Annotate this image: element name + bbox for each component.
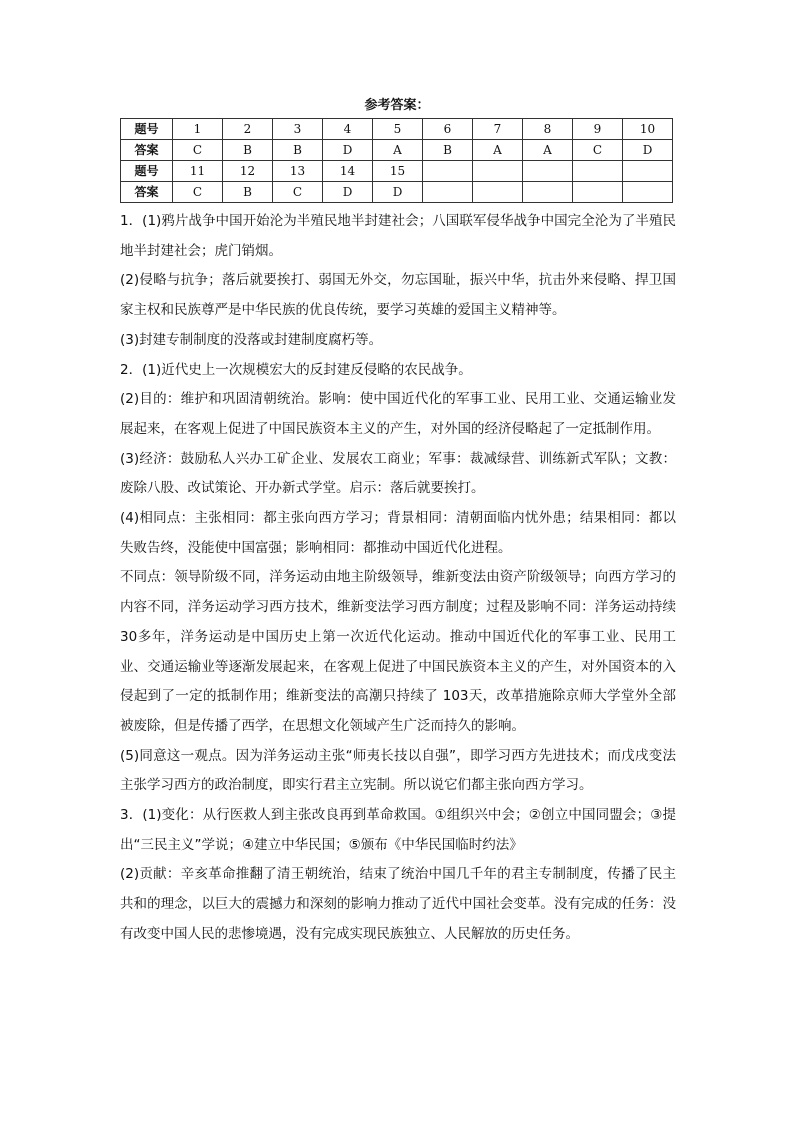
table-cell: [473, 161, 523, 182]
table-cell: A: [523, 140, 573, 161]
table-cell: 14: [323, 161, 373, 182]
table-cell: 6: [423, 119, 473, 140]
table-cell: [523, 182, 573, 203]
table-cell: 10: [623, 119, 673, 140]
table-cell: 12: [223, 161, 273, 182]
table-cell: 5: [373, 119, 423, 140]
table-cell: [623, 161, 673, 182]
table-cell: 13: [273, 161, 323, 182]
table-cell: B: [223, 140, 273, 161]
answer-key-title: 参考答案：: [364, 98, 430, 113]
answer-paragraph: (2)侵略与抗争；落后就要挨打、弱国无外交，勿忘国耻，振兴中华，抗击外来侵略、捍卫国家主权和民族尊严是中华民族的优良传统，要学习英雄的爱国主义精神等。: [120, 272, 676, 319]
table-cell: 2: [223, 119, 273, 140]
table-cell: A: [473, 140, 523, 161]
answer-explanations: [120, 207, 676, 950]
row-header-cell: 答案: [121, 182, 173, 203]
table-cell: C: [273, 182, 323, 203]
table-cell: [473, 182, 523, 203]
table-row: [121, 182, 673, 203]
table-cell: [423, 161, 473, 182]
answer-paragraph: 3．(1)变化：从行医救人到主张改良再到革命救国。①组织兴中会；②创立中国同盟会；③提出“三民主义”学说；④建立中华民国；⑤颁布《中华民国临时约法》: [120, 807, 676, 853]
table-row: [121, 161, 673, 182]
answer-paragraph: 1．(1)鸦片战争中国开始沦为半殖民地半封建社会；八国联军侵华战争中国完全沦为了半殖民地半封建社会；虎门销烟。: [120, 213, 676, 259]
table-cell: C: [173, 182, 223, 203]
table-cell: [573, 161, 623, 182]
table-cell: A: [373, 140, 423, 161]
table-cell: C: [573, 140, 623, 161]
answer-paragraph: (2)目的：维护和巩固清朝统治。影响：使中国近代化的军事工业、民用工业、交通运输业发展起来，在客观上促进了中国民族资本主义的产生，对外国的经济侵略起了一定抵制作用。: [120, 391, 676, 437]
table-cell: [573, 182, 623, 203]
table-cell: 15: [373, 161, 423, 182]
table-cell: 11: [173, 161, 223, 182]
table-cell: 3: [273, 119, 323, 140]
row-header-cell: 答案: [121, 140, 173, 161]
answer-paragraph: 不同点：领导阶级不同，洋务运动由地主阶级领导，维新变法由资产阶级领导；向西方学习的内容不同，洋务运动学习西方技术，维新变法学习西方制度；过程及影响不同：洋务运动持续 30多年，洋务运动是中国历史上第一次近代化运动。推动中国近代化的军事工业、民用工业、交通运输业等逐渐发展起来，在客观上促进了中国民族资本主义的产生，对外国资本的入侵起到了一定的抵制作用；维新变法的高潮只持续了 103天，改革措施除京师大学堂外全部被废除，但是传播了西学，在思想文化领域产生广泛而持久的影响。: [120, 569, 676, 734]
table-cell: D: [323, 140, 373, 161]
answer-paragraph: (5)同意这一观点。因为洋务运动主张“师夷长技以自强”，即学习西方先进技术；而戊戌变法主张学习西方的政治制度，即实行君主立宪制。所以说它们都主张向西方学习。: [120, 747, 676, 794]
answer-paragraph: (2)贡献：辛亥革命推翻了清王朝统治，结束了统治中国几千年的君主专制制度，传播了民主共和的理念，以巨大的震撼力和深刻的影响力推动了近代中国社会变革。没有完成的任务：没有改变中国人民的悲惨境遇，没有完成实现民族独立、人民解放的历史任务。: [120, 866, 676, 942]
table-cell: C: [173, 140, 223, 161]
answer-paragraph: (4)相同点：主张相同：都主张向西方学习；背景相同：清朝面临内忧外患；结果相同：都以失败告终，没能使中国富强；影响相同：都推动中国近代化进程。: [120, 510, 676, 556]
answer-table-body: [121, 119, 673, 203]
table-cell: D: [373, 182, 423, 203]
table-cell: [423, 182, 473, 203]
table-cell: B: [223, 182, 273, 203]
table-cell: D: [623, 140, 673, 161]
row-header-cell: 题号: [121, 161, 173, 182]
table-cell: 1: [173, 119, 223, 140]
table-cell: B: [273, 140, 323, 161]
answer-table: [120, 118, 673, 203]
table-row: [121, 119, 673, 140]
table-cell: [523, 161, 573, 182]
answer-paragraph: 2．(1)近代史上一次规模宏大的反封建反侵略的农民战争。: [120, 361, 472, 378]
answer-paragraph: (3)封建专制制度的没落或封建制度腐朽等。: [120, 331, 383, 348]
table-cell: 7: [473, 119, 523, 140]
table-cell: B: [423, 140, 473, 161]
table-cell: 9: [573, 119, 623, 140]
table-cell: 8: [523, 119, 573, 140]
table-cell: [623, 182, 673, 203]
row-header-cell: 题号: [121, 119, 173, 140]
table-cell: D: [323, 182, 373, 203]
table-cell: 4: [323, 119, 373, 140]
answer-paragraph: (3)经济：鼓励私人兴办工矿企业、发展农工商业；军事：裁减绿营、训练新式军队；文教：废除八股、改试策论、开办新式学堂。启示：落后就要挨打。: [120, 450, 676, 497]
table-row: [121, 140, 673, 161]
